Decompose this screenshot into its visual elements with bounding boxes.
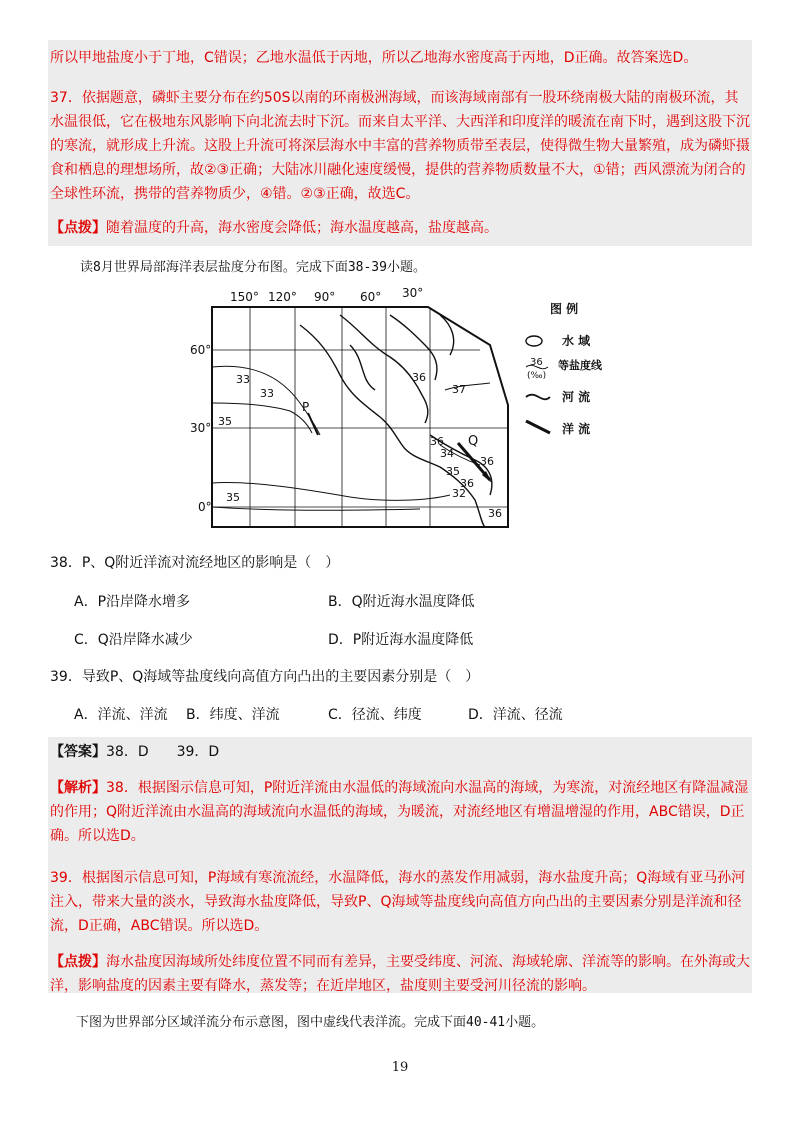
- lon-label: 90°: [314, 290, 336, 304]
- legend-item: 水 域: [562, 334, 591, 348]
- lat-label: 60°: [190, 343, 212, 357]
- isoline-label: 35: [218, 415, 232, 428]
- isoline-label: 36: [480, 455, 494, 468]
- lon-label: 150°: [230, 290, 259, 304]
- q38-option-d: D．P附近海水温度降低: [328, 632, 474, 648]
- isoline-label: 35: [226, 491, 240, 504]
- tip-label: 【点拨】: [50, 954, 106, 970]
- analysis-38: [50, 776, 750, 848]
- analysis-37: 37．依据题意，磷虾主要分布在约50S以南的环南极洲海域，而该海域南部有一股环绕南极大陆的南极环流，其水温很低，它在极地东风影响下向北流去时下沉。而来自太平洋、大西洋和印度洋的暖流在南下时，遇到这股下沉的寒流，就形成上升流。这股上升流可将深层海水中丰富的营养物质带至表层，使得微生物大量繁殖，成为磷虾摄食和栖息的理想场所，故②③正确；大陆冰川融化速度缓慢，提供的营养物质数量不大，①错；西风漂流为闭合的全球性环流，携带的营养物质少，④错。②③正确，故选C。: [50, 90, 750, 202]
- q38-option-a: A．P沿岸降水增多: [74, 594, 191, 610]
- legend-iso-unit: (‰): [527, 371, 547, 381]
- analysis-label: 【解析】: [50, 780, 106, 796]
- lat-label: 30°: [190, 421, 212, 435]
- tip-label: 【点拨】: [50, 220, 106, 236]
- isoline-label: 33: [236, 373, 250, 386]
- legend-iso-value: 36: [530, 357, 543, 368]
- q39-option-c: C．径流、纬度: [328, 707, 422, 723]
- isoline-label: 36: [430, 435, 444, 448]
- lon-label: 60°: [360, 290, 382, 304]
- legend-item: 河 流: [562, 390, 591, 404]
- intro-40-41: 下图为世界部分区域洋流分布示意图，图中虚线代表洋流。完成下面40-41小题。: [76, 1015, 545, 1030]
- page-number: 19: [391, 1060, 409, 1075]
- question-38-stem: 38．P、Q附近洋流对流经地区的影响是（ ）: [50, 555, 340, 571]
- legend-item: 等盐度线: [558, 359, 602, 372]
- point-label-p: P: [302, 400, 310, 414]
- answer-label: 【答案】: [50, 744, 106, 760]
- lon-label: 30°: [402, 286, 424, 300]
- lat-label: 0°: [198, 500, 212, 514]
- isoline-label: 34: [440, 447, 454, 460]
- tip-37: [50, 216, 750, 240]
- legend-title: 图 例: [550, 302, 579, 316]
- q39-option-d: D．洋流、径流: [468, 707, 563, 723]
- analysis-39: 39．根据图示信息可知，P海域有寒流流经，水温降低，海水的蒸发作用减弱，海水盐度升高；Q海域有亚马孙河注入，带来大量的淡水，导致海水盐度降低，导致P、Q海域等盐度线向高值方向凸出的主要因素分别是洋流和径流，D正确，ABC错误。所以选D。: [50, 870, 746, 934]
- river-icon: [526, 395, 550, 400]
- question-39-stem: 39．导致P、Q海域等盐度线向高值方向凸出的主要因素分别是（ ）: [50, 669, 480, 685]
- isoline-label: 33: [260, 387, 274, 400]
- answer-line: [50, 740, 750, 764]
- lon-label: 120°: [268, 290, 297, 304]
- isoline-label: 36: [412, 371, 426, 384]
- text-line-36-tail: 所以甲地盐度小于丁地，C错误；乙地水温低于丙地，所以乙地海水密度高于丙地，D正确。故答案选D。: [50, 50, 698, 66]
- isoline-label: 35: [446, 465, 460, 478]
- isoline-label: 36: [488, 507, 502, 520]
- q38-option-c: C．Q沿岸降水减少: [74, 632, 193, 648]
- q38-option-b: B．Q附近海水温度降低: [328, 594, 475, 610]
- intro-38-39: 读8月世界局部海洋表层盐度分布图。完成下面38-39小题。: [80, 260, 426, 275]
- salinity-map: [190, 285, 626, 535]
- tip-39: [50, 950, 750, 998]
- isoline-label: 37: [452, 383, 466, 396]
- tip-text: 随着温度的升高，海水密度会降低；海水温度越高，盐度越高。: [106, 220, 498, 236]
- water-area-icon: [526, 336, 542, 346]
- point-label-q: Q: [468, 434, 479, 449]
- legend-item: 洋 流: [562, 422, 591, 436]
- q39-option-b: B．纬度、洋流: [186, 707, 280, 723]
- answer-text: 38．D 39．D: [106, 744, 220, 760]
- isolines: [212, 366, 490, 510]
- isoline-label: 32: [452, 487, 466, 500]
- analysis-38-text: 38．根据图示信息可知，P附近洋流由水温低的海域流向水温高的海域，为寒流，对流经地区有降温减湿的作用；Q附近洋流由水温高的海域流向水温低的海域，为暖流，对流经地区有增温增湿的作用，ABC错误，D正确。所以选D。: [50, 780, 749, 844]
- current-icon: [526, 421, 550, 433]
- salinity-map-svg: [190, 285, 626, 535]
- q39-option-a: A．洋流、洋流: [74, 707, 168, 723]
- isoline-label: 36: [460, 477, 474, 490]
- p-current-arrow: [308, 413, 318, 435]
- tip-text: 海水盐度因海域所处纬度位置不同而有差异，主要受纬度、河流、海域轮廓、洋流等的影响。在外海或大洋，影响盐度的因素主要有降水，蒸发等；在近岸地区，盐度则主要受河川径流的影响。: [50, 954, 750, 994]
